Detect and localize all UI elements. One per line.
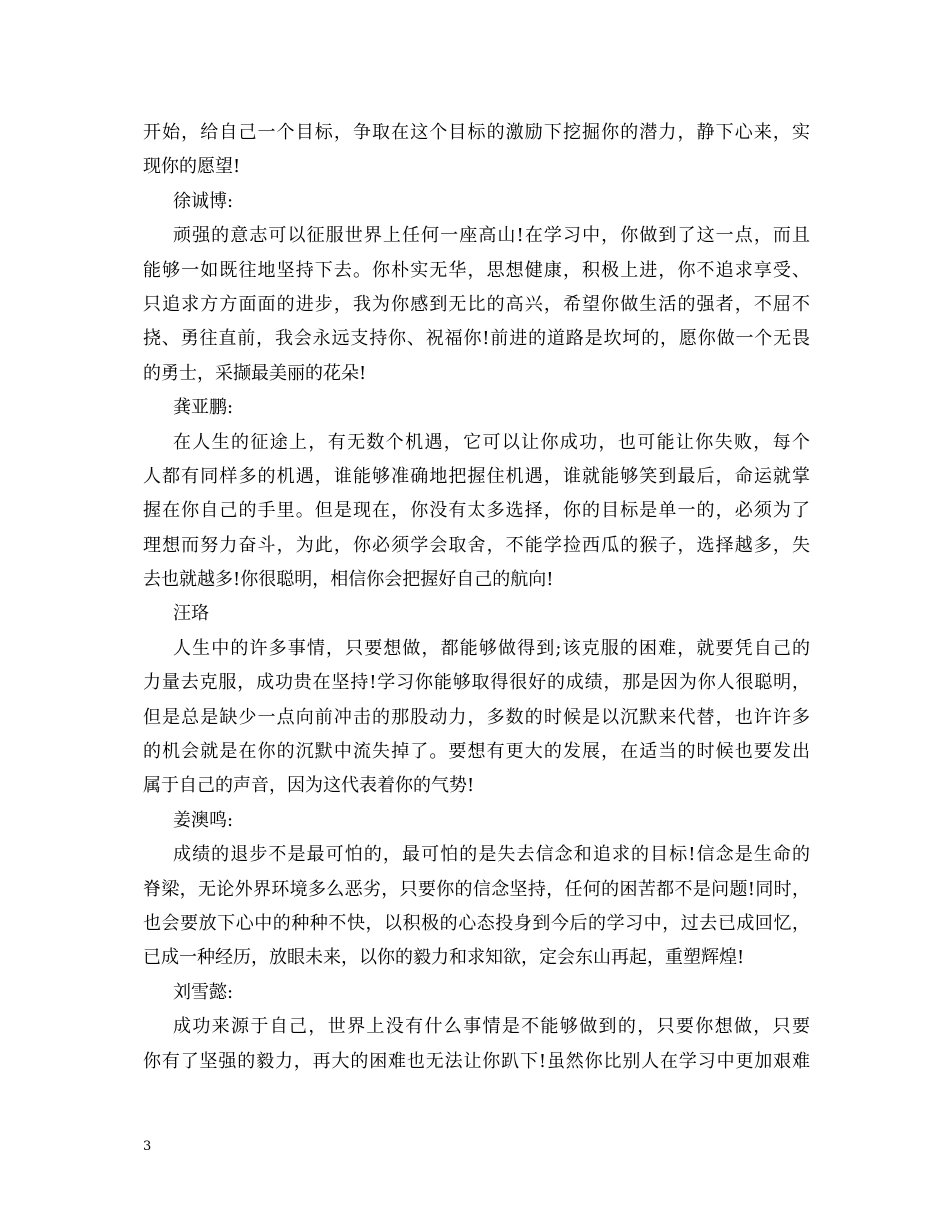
comment-paragraph <box>143 1010 810 1079</box>
paragraph-line: 人生中的许多事情，只要想做，都能够做得到;该克服的困难，就要凭自己的 <box>173 637 810 659</box>
paragraph-line: 的机会就是在你的沉默中流失掉了。要想有更大的发展，在适当的时候也要发出 <box>143 741 810 763</box>
student-name: 徐诚博: <box>173 190 234 212</box>
paragraph-line: 你有了坚强的毅力，再大的困难也无法让你趴下!虽然你比别人在学习中更加艰难 <box>143 1050 810 1072</box>
paragraph-line: 去也就越多!你很聪明，相信你会把握好自己的航向! <box>143 569 554 591</box>
paragraph-line: 能够一如既往地坚持下去。你朴实无华，思想健康，积极上进，你不追求享受、 <box>143 259 810 281</box>
paragraph-line: 已成一种经历，放眼未来，以你的毅力和求知欲，定会东山再起，重塑辉煌! <box>143 947 745 969</box>
paragraph-line: 握在你自己的手里。但是现在，你没有太多选择，你的目标是单一的，必须为了 <box>143 500 810 522</box>
student-name: 刘雪懿: <box>173 981 234 1003</box>
paragraph-line: 也会要放下心中的种种不快，以积极的心态投身到今后的学习中，过去已成回忆， <box>143 912 810 934</box>
paragraph-line: 脊梁，无论外界环境多么恶劣，只要你的信念坚持，任何的困苦都不是问题!同时， <box>143 878 810 900</box>
paragraph-line: 只追求方方面面的进步，我为你感到无比的高兴，希望你做生活的强者，不屈不 <box>143 293 810 315</box>
comment-paragraph <box>143 632 810 804</box>
document-body <box>143 116 810 1079</box>
paragraph-line: 开始，给自己一个目标，争取在这个目标的激励下挖掘你的潜力，静下心来，实 <box>143 122 810 143</box>
paragraph-line: 的勇士，采撷最美丽的花朵! <box>143 362 367 384</box>
paragraph-line: 理想而努力奋斗，为此，你必须学会取舍，不能学捡西瓜的猴子，选择越多，失 <box>143 534 810 556</box>
paragraph-line: 在人生的征途上，有无数个机遇，它可以让你成功，也可能让你失败，每个 <box>173 431 810 453</box>
paragraph-line: 力量去克服，成功贵在坚持!学习你能够取得很好的成绩，那是因为你人很聪明， <box>143 672 810 694</box>
page-number: 3 <box>143 1139 152 1154</box>
student-name: 龚亚鹏: <box>173 397 234 419</box>
paragraph-line: 挠、勇往直前，我会永远支持你、祝福你!前进的道路是坎坷的，愿你做一个无畏 <box>143 328 810 350</box>
paragraph-line: 成绩的退步不是最可怕的，最可怕的是失去信念和追求的目标!信念是生命的 <box>173 844 810 866</box>
paragraph-line: 成功来源于自己，世界上没有什么事情是不能够做到的，只要你想做，只要 <box>173 1016 810 1038</box>
paragraph-line: 人都有同样多的机遇，谁能够准确地把握住机遇，谁就能够笑到最后，命运就掌 <box>143 465 810 487</box>
student-name: 汪珞 <box>173 603 209 625</box>
paragraph-line: 属于自己的声音，因为这代表着你的气势! <box>143 775 475 797</box>
student-name: 姜澳鸣: <box>173 809 234 831</box>
comment-paragraph <box>143 219 810 391</box>
paragraph-line: 顽强的意志可以征服世界上任何一座高山!在学习中，你做到了这一点，而且 <box>173 225 810 247</box>
comment-paragraph <box>143 838 810 976</box>
comment-paragraph <box>143 426 810 598</box>
paragraph-line: 但是总是缺少一点向前冲击的那股动力，多数的时候是以沉默来代替，也许许多 <box>143 706 810 728</box>
paragraph-line: 现你的愿望! <box>143 156 241 178</box>
comment-paragraph <box>143 116 810 185</box>
